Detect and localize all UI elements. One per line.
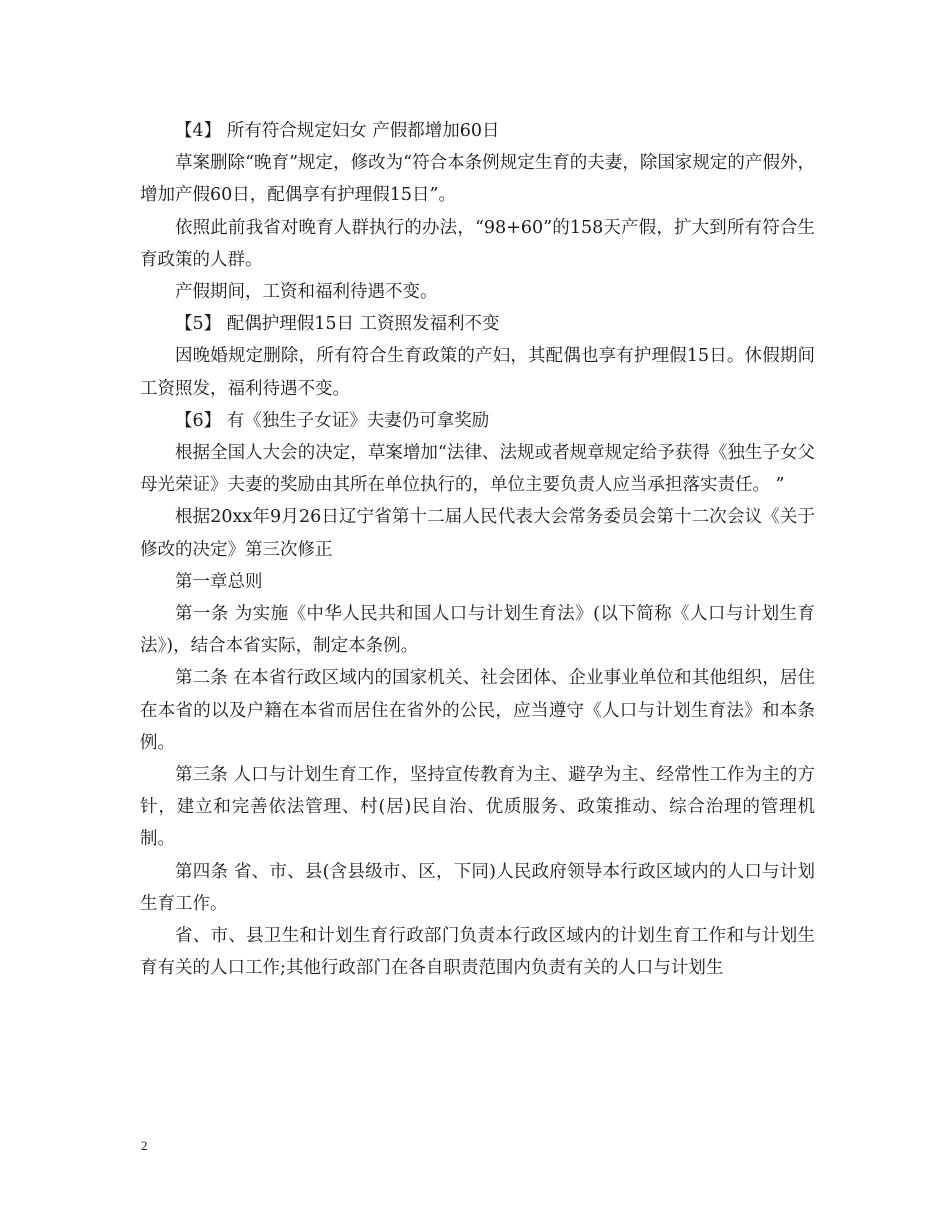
paragraph: 根据全国人大会的决定，草案增加“法律、法规或者规章规定给予获得《独生子女父母光荣证》夫妻的奖励由其所在单位执行的，单位主要负责人应当承担落实责任。 ” [140,443,815,496]
paragraph: 草案删除“晚育”规定，修改为“符合本条例规定生育的夫妻，除国家规定的产假外，增加产假60日，配偶享有护理假15日”。 [140,153,815,206]
paragraph: 第四条 省、市、县(含县级市、区，下同)人民政府领导本行政区域内的人口与计划生育工作。 [140,861,815,914]
paragraph: 根据20xx年9月26日辽宁省第十二届人民代表大会常务委员会第十二次会议《关于修改的决定》第三次修正 [140,507,815,560]
paragraph: 第一条 为实施《中华人民共和国人口与计划生育法》(以下简称《人口与计划生育法》)，结合本省实际，制定本条例。 [140,604,815,657]
chapter-heading: 第一章总则 [175,571,263,592]
paragraph: 省、市、县卫生和计划生育行政部门负责本行政区域内的计划生育工作和与计划生育有关的人口工作;其他行政部门在各自职责范围内负责有关的人口与计划生 [140,926,815,979]
paragraph: 【6】 有《独生子女证》夫妻仍可拿奖励 [175,410,490,431]
paragraph: 第二条 在本省行政区域内的国家机关、社会团体、企业事业单位和其他组织，居住在本省的以及户籍在本省而居住在省外的公民，应当遵守《人口与计划生育法》和本条例。 [140,668,815,753]
paragraph: 产假期间，工资和福利待遇不变。 [175,282,438,303]
paragraph: 依照此前我省对晚育人群执行的办法，“98+60”的158天产假，扩大到所有符合生育政策的人群。 [140,217,815,270]
paragraph: 第三条 人口与计划生育工作，坚持宣传教育为主、避孕为主、经常性工作为主的方针，建立和完善依法管理、村(居)民自治、优质服务、政策推动、综合治理的管理机制。 [140,765,815,850]
paragraph: 【5】 配偶护理假15日 工资照发福利不变 [175,314,500,335]
paragraph: 因晚婚规定删除，所有符合生育政策的产妇，其配偶也享有护理假15日。休假期间工资照发，福利待遇不变。 [140,346,815,399]
paragraph: 【4】 所有符合规定妇女 产假都增加60日 [175,121,500,141]
document-body [140,115,815,984]
page-number: 2 [141,1138,148,1153]
